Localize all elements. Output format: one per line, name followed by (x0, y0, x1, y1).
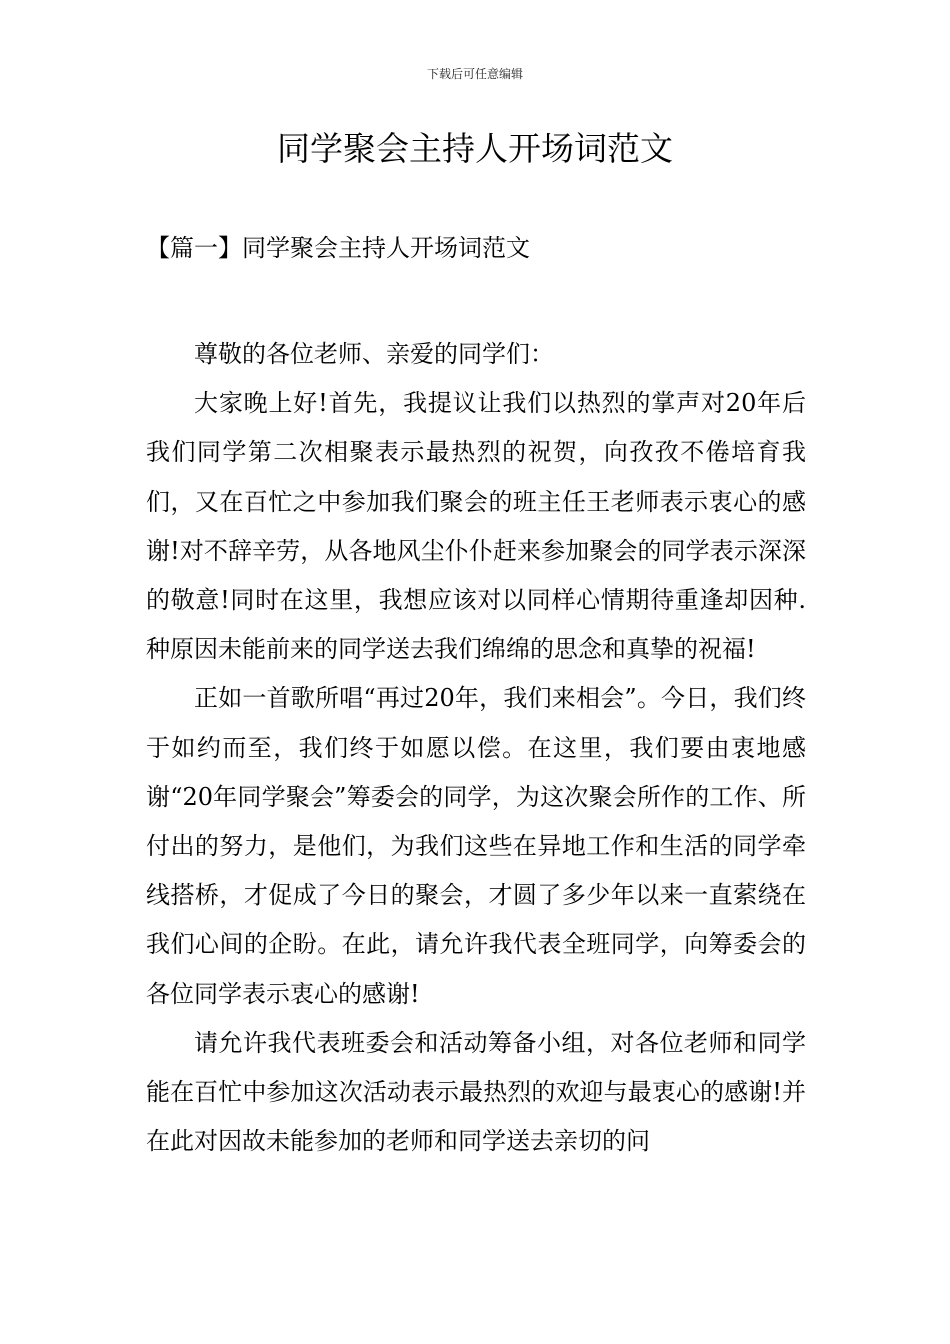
paragraph: 请允许我代表班委会和活动筹备小组，对各位老师和同学能在百忙中参加这次活动表示最热烈的欢迎与最衷心的感谢!并在此对因故未能参加的老师和同学送去亲切的问 (146, 1028, 806, 1156)
section-heading: 【篇一】同学聚会主持人开场词范文 (146, 234, 530, 262)
header-note: 下载后可任意编辑 (426, 67, 523, 81)
paragraph: 大家晚上好!首先，我提议让我们以热烈的掌声对20年后我们同学第二次相聚表示最热烈的祝贺，向孜孜不倦培育我们，又在百忙之中参加我们聚会的班主任王老师表示衷心的感谢!对不辞辛劳，从各地风尘仆仆赶来参加聚会的同学表示深深的敬意!同时在这里，我想应该对以同样心情期待重逢却因种.种原因未能前来的同学送去我们绵绵的思念和真挚的祝福! (146, 389, 806, 664)
document-title: 同学聚会主持人开场词范文 (277, 129, 673, 168)
paragraph-salutation: 尊敬的各位老师、亲爱的同学们： (194, 340, 554, 368)
document-body (146, 330, 806, 1166)
paragraph: 正如一首歌所唱“再过20年，我们来相会”。今日，我们终于如约而至，我们终于如愿以偿。在这里，我们要由衷地感谢“20年同学聚会”筹委会的同学，为这次聚会所作的工作、所付出的努力，是他们，为我们这些在异地工作和生活的同学牵线搭桥，才促成了今日的聚会，才圆了多少年以来一直萦绕在我们心间的企盼。在此，请允许我代表全班同学，向筹委会的各位同学表示衷心的感谢! (146, 684, 806, 1008)
